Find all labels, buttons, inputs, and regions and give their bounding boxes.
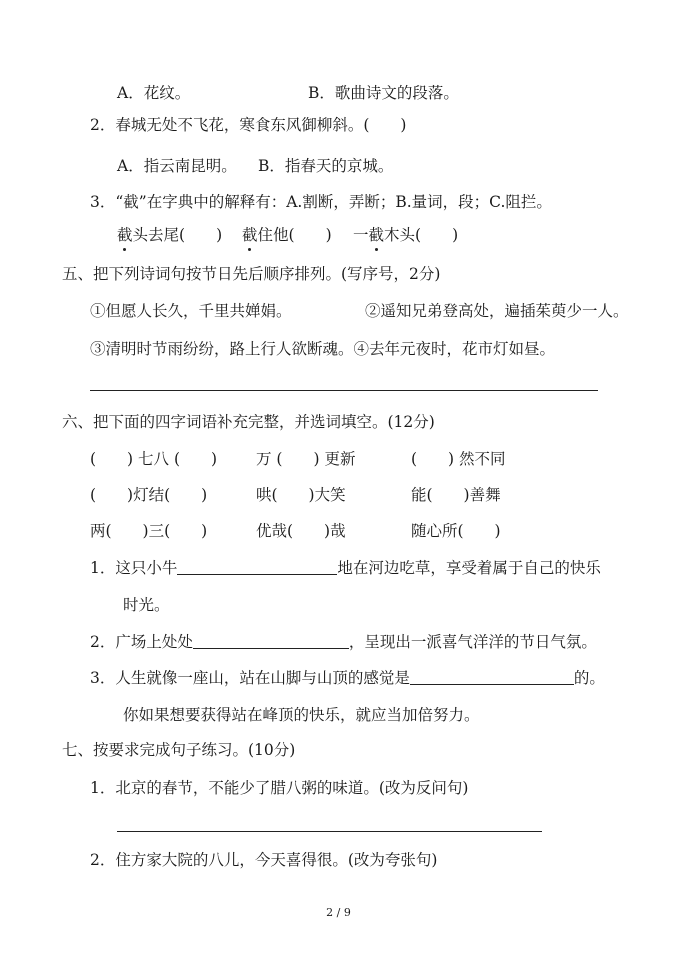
option-b-1: B．歌曲诗文的段落。	[308, 84, 459, 102]
sentence-task-2: 2．住方家大院的八儿，今天喜得很。(改为夸张句)	[90, 851, 438, 869]
blank-3[interactable]	[410, 668, 574, 685]
idiom-3-1: 两( )三( )	[90, 522, 208, 540]
q4-item-3: 3．“截”在字典中的解释有：A.割断，弄断；B.量词，段；C.阻拦。	[90, 193, 552, 211]
fill-sentence-2: 2．广场上处处 ，呈现出一派喜气洋洋的节日气氛。	[90, 633, 597, 651]
idiom-1-2: 万 ( ) 更新	[256, 450, 356, 468]
fill-sentence-1: 1．这只小牛 地在河边吃草，享受着属于自己的快乐	[90, 559, 601, 577]
idiom-3-3: 随心所( )	[411, 522, 501, 540]
blank-2[interactable]	[193, 632, 349, 649]
section-7-title: 七、按要求完成句子练习。(10分)	[62, 741, 296, 759]
fill-sentence-1-cont: 时光。	[123, 596, 170, 614]
idiom-1-1: ( ) 七八 ( )	[90, 450, 218, 468]
page-number: 2 / 9	[326, 906, 351, 919]
idiom-2-2: 哄( )大笑	[256, 486, 346, 504]
section-5-title: 五、把下列诗词句按节日先后顺序排列。(写序号，2分)	[62, 265, 441, 283]
word-group-1: 截头去尾( )	[117, 226, 223, 244]
option-a-1: A．花纹。	[117, 84, 191, 102]
option-b-2: B．指春天的京城。	[258, 157, 394, 175]
idiom-1-3: ( ) 然不同	[411, 450, 506, 468]
poem-line-3-4: ③清明时节雨纷纷，路上行人欲断魂。④去年元夜时，花市灯如昼。	[90, 340, 556, 358]
fill-sentence-3: 3．人生就像一座山，站在山脚与山顶的感觉是 的。	[90, 669, 605, 687]
word-group-3: 一截木头( )	[353, 226, 459, 244]
option-a-2: A．指云南昆明。	[117, 157, 237, 175]
idiom-2-1: ( )灯结( )	[90, 486, 208, 504]
dotted-char: 截	[368, 226, 385, 244]
section-6-title: 六、把下面的四字词语补充完整，并选词填空。(12分)	[62, 413, 435, 431]
dotted-char: 截	[117, 226, 133, 244]
idiom-3-2: 优哉( )哉	[256, 522, 346, 540]
dotted-char: 截	[242, 226, 258, 244]
blank-1[interactable]	[177, 558, 337, 575]
word-group-2: 截住他( )	[242, 226, 332, 244]
answer-line-5[interactable]	[90, 390, 598, 391]
idiom-2-3: 能( )善舞	[411, 486, 501, 504]
poem-line-1: ①但愿人长久，千里共婵娟。	[90, 302, 292, 320]
fill-sentence-3-cont: 你如果想要获得站在峰顶的快乐，就应当加倍努力。	[123, 706, 480, 724]
sentence-task-1: 1．北京的春节，不能少了腊八粥的味道。(改为反问句)	[90, 779, 469, 797]
q4-item-2: 2．春城无处不飞花，寒食东风御柳斜。( )	[90, 116, 407, 134]
poem-line-2: ②遥知兄弟登高处，遍插茱萸少一人。	[365, 302, 629, 320]
answer-line-7-1[interactable]	[117, 831, 542, 832]
